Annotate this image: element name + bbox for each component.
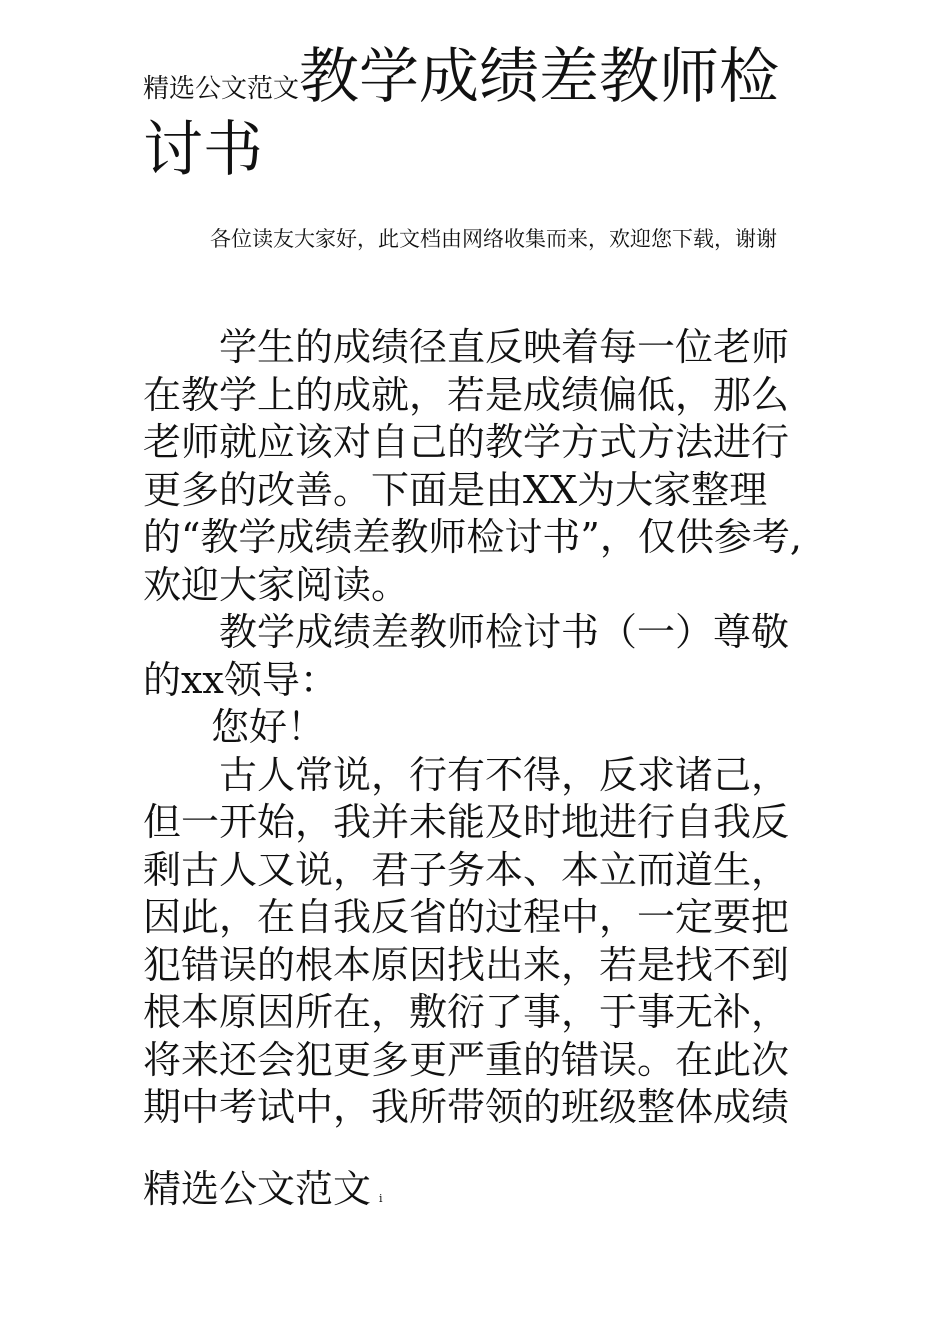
document-header — [143, 42, 823, 185]
paragraph-letter-heading: 教学成绩差教师检讨书（一）尊敬的xx领导： — [143, 610, 790, 702]
header-label: 精选公文范文 — [143, 74, 300, 104]
document-body — [143, 324, 815, 1132]
document-footer — [143, 1166, 383, 1222]
page-number: i — [379, 1192, 383, 1205]
footer-label: 精选公文范文 — [143, 1167, 372, 1211]
document-title: 教学成绩差教师检讨书 — [143, 42, 780, 185]
intro-note: 各位读友大家好，此文档由网络收集而来，欢迎您下载，谢谢 — [210, 227, 777, 251]
paragraph-greeting: 您好！ — [211, 705, 326, 749]
paragraph-body: 古人常说，行有不得，反求诸己，但一开始，我并未能及时地进行自我反剩古人又说，君子务本、本立而道生，因此，在自我反省的过程中，一定要把犯错误的根本原因找出来，若是找不到根本原因所在，敷衍了事，于事无补，将来还会犯更多更严重的错误。在此次期中考试中，我所带领的班级整体成绩 — [143, 752, 790, 1129]
paragraph-intro: 学生的成绩径直反映着每一位老师在教学上的成就，若是成绩偏低，那么老师就应该对自己的教学方式方法进行更多的改善。下面是由XX为大家整理的“教学成绩差教师检讨书”，仅供参考,欢迎大家阅读。 — [143, 325, 802, 607]
